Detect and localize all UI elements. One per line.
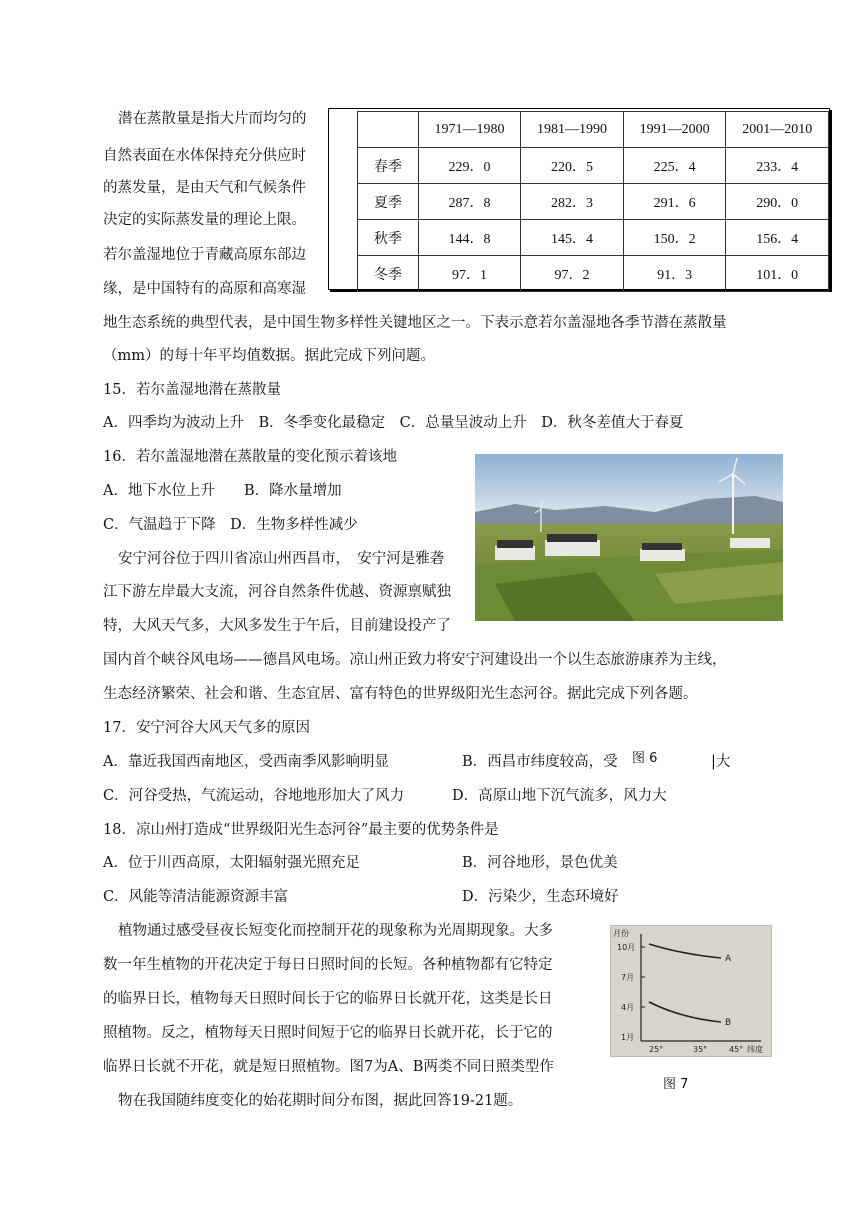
table-value-cell: 101．0 — [726, 256, 829, 292]
intro3-line-6: 物在我国随纬度变化的始花期时间分布图，据此回答19-21题。 — [118, 1093, 523, 1109]
table-value-cell: 150．2 — [623, 220, 726, 256]
intro3-line-1: 植物通过感受昼夜长短变化而控制开花的现象称为光周期现象。大多 — [118, 923, 553, 939]
table-value-cell: 156．4 — [726, 220, 829, 256]
intro1-line-6: 缘，是中国特有的高原和高寒湿 — [103, 281, 306, 297]
intro2-line-5: 生态经济繁荣、社会和谐、生态宜居、富有特色的世界级阳光生态河谷。据此完成下列各题。 — [103, 686, 698, 702]
table-value-cell: 290．0 — [726, 184, 829, 220]
q17-option-b: B．西昌市纬度较高，受 — [462, 754, 618, 770]
table-corner-cell — [358, 112, 419, 148]
fig7-y-tick: 10月 — [617, 943, 636, 952]
fig7-x-tick: 25° — [649, 1045, 664, 1054]
fig7-x-tick: 35° — [693, 1045, 708, 1054]
table-value-cell: 233．4 — [726, 148, 829, 184]
table-season-cell: 秋季 — [358, 220, 419, 256]
q18-stem: 18．凉山州打造成“世界级阳光生态河谷”最主要的优势条件是 — [103, 822, 499, 838]
q18-option-b: B．河谷地形，景色优美 — [462, 855, 618, 871]
wind-farm-photo — [475, 454, 783, 621]
q18-option-c: C．风能等清洁能源资源丰富 — [103, 889, 289, 905]
table-value-cell: 225．4 — [623, 148, 726, 184]
fig7-y-tick: 7月 — [621, 973, 635, 982]
evaporation-table-frame — [328, 108, 830, 290]
q16-options-cd: C．气温趋于下降 D．生物多样性减少 — [103, 517, 358, 533]
q16-stem: 16．若尔盖湿地潜在蒸散量的变化预示着该地 — [103, 449, 397, 465]
table-row — [358, 148, 829, 184]
table-value-cell: 97．2 — [521, 256, 624, 292]
table-value-cell: 220．5 — [521, 148, 624, 184]
intro1-line-2: 自然表面在水体保持充分供应时 — [103, 148, 306, 164]
table-season-cell: 夏季 — [358, 184, 419, 220]
table-season-cell: 春季 — [358, 148, 419, 184]
q16-options-ab: A．地下水位上升 B．降水量增加 — [103, 483, 342, 499]
table-value-cell: 229．0 — [418, 148, 521, 184]
intro1-line-7: 地生态系统的典型代表，是中国生物多样性关键地区之一。下表示意若尔盖湿地各季节潜在蒸散量 — [103, 315, 727, 331]
fig7-series-b-label: B — [725, 1018, 732, 1028]
table-header-cell: 1971—1980 — [418, 112, 521, 148]
table-row — [358, 220, 829, 256]
table-row — [358, 184, 829, 220]
fig7-series-a-line — [649, 944, 721, 958]
table-value-cell: 287．8 — [418, 184, 521, 220]
fig7-y-tick: 4月 — [621, 1003, 635, 1012]
figure-6-caption: 图 6 — [622, 748, 712, 770]
intro1-line-4: 决定的实际蒸发量的理论上限。 — [103, 212, 306, 228]
intro1-line-5: 若尔盖湿地位于青藏高原东部边 — [103, 247, 306, 263]
q17-option-a: A．靠近我国西南地区，受西南季风影响明显 — [103, 754, 389, 770]
table-row — [358, 256, 829, 292]
fig7-series-a-label: A — [725, 954, 732, 964]
q17-option-c: C．河谷受热，气流运动，谷地地形加大了风力 — [103, 788, 405, 804]
table-header-cell: 2001—2010 — [726, 112, 829, 148]
intro1-line-8: （mm）的每十年平均值数据。据此完成下列问题。 — [103, 348, 435, 364]
intro2-line-3: 特，大风天气多，大风多发生于午后，目前建设投产了 — [103, 618, 451, 634]
intro2-line-4: 国内首个峡谷风电场——德昌风电场。凉山州正致力将安宁河建设出一个以生态旅游康养为主线， — [103, 652, 727, 668]
fig7-x-tick: 45° — [729, 1045, 744, 1054]
fig7-y-tick: 1月 — [621, 1033, 635, 1042]
table-value-cell: 282．3 — [521, 184, 624, 220]
table-value-cell: 91．3 — [623, 256, 726, 292]
intro1-line-3: 的蒸发量，是由天气和气候条件 — [103, 180, 306, 196]
intro3-line-4: 照植物。反之，植物每天日照时间短于它的临界日长就开花，长于它的 — [103, 1025, 553, 1041]
intro2-line-2: 江下游左岸最大支流，河谷自然条件优越、资源禀赋独 — [103, 584, 451, 600]
table-value-cell: 291．6 — [623, 184, 726, 220]
intro3-line-3: 的临界日长，植物每天日照时间长于它的临界日长就开花，这类是长日 — [103, 991, 553, 1007]
q17-option-b-tail: |大 — [711, 754, 731, 770]
fig7-x-title: 纬度 — [747, 1045, 763, 1054]
evaporation-table — [357, 111, 829, 292]
intro3-line-5: 临界日长就不开花，就是短日照植物。图7为A、B两类不同日照类型作 — [103, 1059, 554, 1075]
fig7-series-b-line — [649, 1002, 721, 1022]
table-season-cell: 冬季 — [358, 256, 419, 292]
table-header-cell: 1981—1990 — [521, 112, 624, 148]
table-header-cell: 1991—2000 — [623, 112, 726, 148]
fig7-y-title: 月份 — [613, 929, 629, 938]
table-value-cell: 97．1 — [418, 256, 521, 292]
q18-option-d: D．污染少，生态环境好 — [462, 889, 619, 905]
q17-option-d: D．高原山地下沉气流多，风力大 — [452, 788, 667, 804]
table-value-cell: 144．8 — [418, 220, 521, 256]
intro3-line-2: 数一年生植物的开花决定于每日日照时间的长短。各种植物都有它特定 — [103, 957, 553, 973]
table-value-cell: 145．4 — [521, 220, 624, 256]
table-header-row — [358, 112, 829, 148]
figure-7-chart — [610, 925, 772, 1057]
figure-7-caption: 图 7 — [663, 1077, 689, 1092]
intro2-line-1: 安宁河谷位于四川省凉山州西昌市， 安宁河是雅砻 — [118, 551, 445, 567]
q15-options: A．四季均为波动上升 B．冬季变化最稳定 C．总量呈波动上升 D．秋冬差值大于春夏 — [103, 415, 684, 431]
q17-stem: 17．安宁河谷大风天气多的原因 — [103, 720, 310, 736]
q18-option-a: A．位于川西高原，太阳辐射强光照充足 — [103, 855, 360, 871]
intro1-line-1: 潜在蒸散量是指大片而均匀的 — [118, 111, 307, 127]
q15-stem: 15．若尔盖湿地潜在蒸散量 — [103, 382, 281, 398]
